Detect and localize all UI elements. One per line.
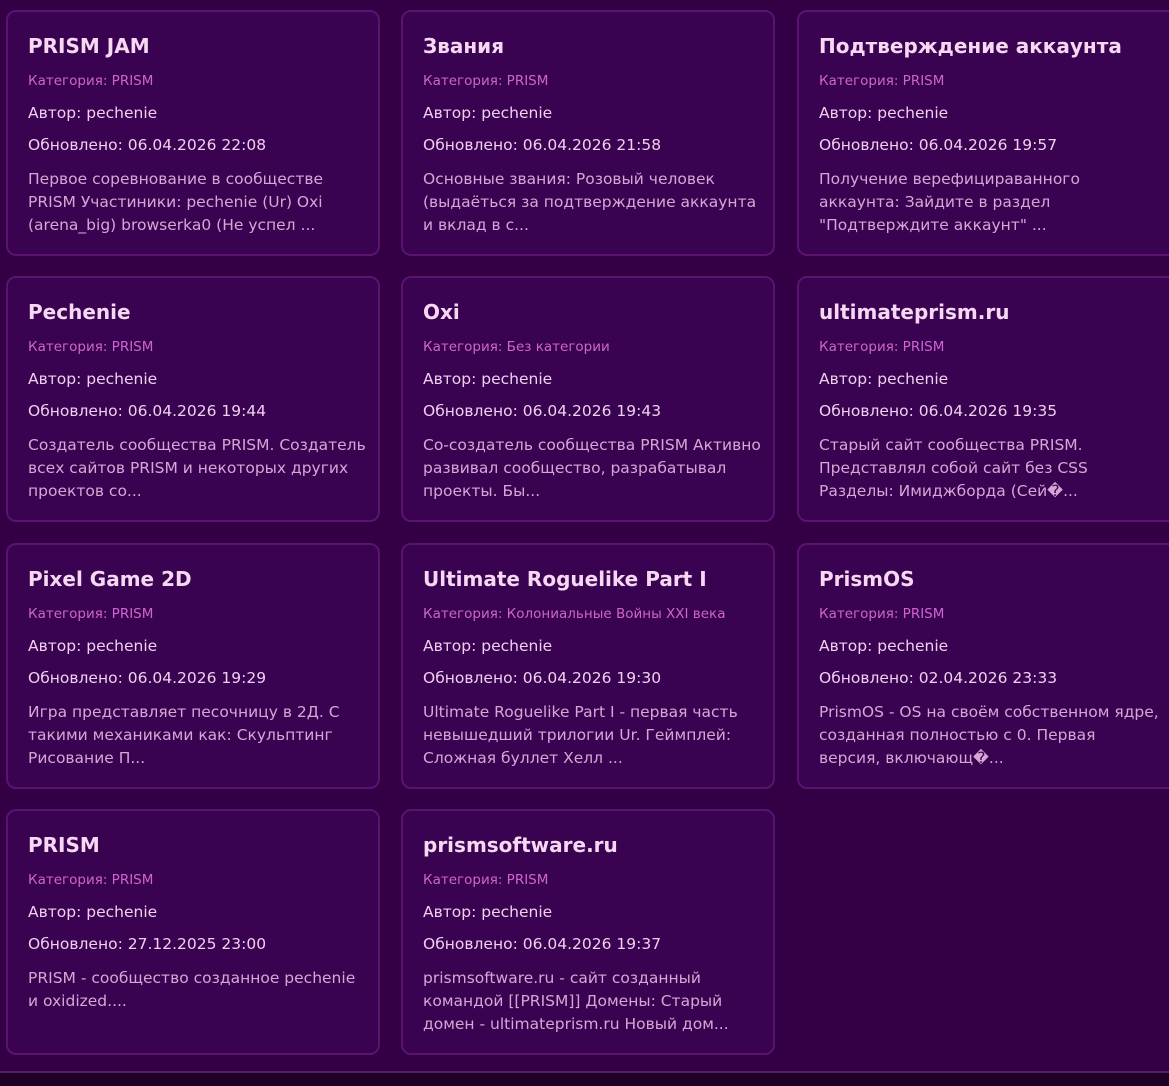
- card-updated: Обновлено: 02.04.2026 23:33: [819, 669, 1058, 687]
- card-updated: Обновлено: 06.04.2026 19:30: [423, 669, 662, 687]
- card-title[interactable]: Oxi: [423, 300, 460, 324]
- card-excerpt: Первое соревнование в сообществе PRISM Участиники: pechenie (Ur) Oxi (arena_big) browserka0 (Не успел ...: [28, 170, 324, 234]
- card-category: Категория: PRISM: [28, 339, 154, 355]
- article-card-prismos[interactable]: [797, 543, 1169, 789]
- card-updated: Обновлено: 06.04.2026 21:58: [423, 136, 662, 154]
- card-author: Автор: pechenie: [28, 637, 158, 655]
- card-category: Категория: PRISM: [819, 73, 945, 89]
- article-card-ultimate-roguelike[interactable]: [401, 543, 775, 789]
- article-card-oxi[interactable]: [401, 276, 775, 522]
- article-card-account-verification[interactable]: [797, 10, 1169, 256]
- card-category: Категория: Без категории: [423, 339, 610, 355]
- card-excerpt: Получение верефицираванного аккаунта: Зайдите в раздел "Подтверждите аккаунт" ...: [819, 170, 1080, 234]
- card-excerpt: Основные звания: Розовый человек (выдаёться за подтверждение аккаунта и вклад в с...: [423, 170, 757, 234]
- card-excerpt: prismsoftware.ru - сайт созданный командой [[PRISM]] Домены: Старый домен - ultimateprism.ru Новый дом...: [423, 969, 729, 1033]
- article-card-pixel-game-2d[interactable]: [6, 543, 380, 789]
- card-title[interactable]: PRISM: [28, 833, 100, 857]
- card-author: Автор: pechenie: [423, 903, 553, 921]
- card-author: Автор: pechenie: [819, 370, 949, 388]
- card-category: Категория: PRISM: [423, 872, 549, 888]
- card-title[interactable]: PrismOS: [819, 567, 915, 591]
- card-author: Автор: pechenie: [28, 104, 158, 122]
- card-author: Автор: pechenie: [423, 104, 553, 122]
- article-card-prism-jam[interactable]: [6, 10, 380, 256]
- card-author: Автор: pechenie: [28, 370, 158, 388]
- article-card-ultimateprism[interactable]: [797, 276, 1169, 522]
- card-excerpt: Игра представляет песочницу в 2Д. С такими механиками как: Скульптинг Рисование П...: [28, 703, 340, 767]
- card-category: Категория: PRISM: [819, 339, 945, 355]
- card-category: Категория: PRISM: [28, 872, 154, 888]
- card-updated: Обновлено: 27.12.2025 23:00: [28, 935, 267, 953]
- card-title[interactable]: Подтверждение аккаунта: [819, 34, 1122, 58]
- card-title[interactable]: Ultimate Roguelike Part I: [423, 567, 707, 591]
- card-excerpt: PrismOS - OS на своём собственном ядре, созданная полностью с 0. Первая версия, включающ�...: [819, 703, 1159, 767]
- card-updated: Обновлено: 06.04.2026 19:44: [28, 402, 267, 420]
- card-category: Категория: PRISM: [423, 73, 549, 89]
- card-updated: Обновлено: 06.04.2026 19:57: [819, 136, 1058, 154]
- article-card-prismsoftware[interactable]: [401, 809, 775, 1055]
- card-author: Автор: pechenie: [819, 637, 949, 655]
- card-author: Автор: pechenie: [423, 370, 553, 388]
- card-updated: Обновлено: 06.04.2026 22:08: [28, 136, 267, 154]
- article-card-zvaniya[interactable]: [401, 10, 775, 256]
- card-title[interactable]: Pixel Game 2D: [28, 567, 192, 591]
- article-card-pechenie[interactable]: [6, 276, 380, 522]
- card-category: Категория: PRISM: [28, 606, 154, 622]
- card-title[interactable]: prismsoftware.ru: [423, 833, 618, 857]
- card-updated: Обновлено: 06.04.2026 19:35: [819, 402, 1058, 420]
- card-category: Категория: PRISM: [28, 73, 154, 89]
- card-excerpt: Старый сайт сообщества PRISM. Представлял собой сайт без CSS Разделы: Имиджборда (Сей�...: [819, 436, 1088, 500]
- card-title[interactable]: Звания: [423, 34, 505, 58]
- card-excerpt: Со-создатель сообщества PRISM Активно развивал сообщество, разрабатывал проекты. Бы...: [423, 436, 761, 500]
- card-author: Автор: pechenie: [819, 104, 949, 122]
- card-excerpt: Ultimate Roguelike Part I - первая часть невышедший трилогии Ur. Геймплей: Сложная буллет Хелл ...: [423, 703, 738, 767]
- card-excerpt: PRISM - сообщество созданное pechenie и oxidized....: [28, 969, 356, 1010]
- card-author: Автор: pechenie: [423, 637, 553, 655]
- card-updated: Обновлено: 06.04.2026 19:29: [28, 669, 267, 687]
- card-author: Автор: pechenie: [28, 903, 158, 921]
- card-updated: Обновлено: 06.04.2026 19:43: [423, 402, 662, 420]
- card-excerpt: Создатель сообщества PRISM. Создатель всех сайтов PRISM и некоторых других проектов со...: [28, 436, 366, 500]
- card-title[interactable]: Pechenie: [28, 300, 131, 324]
- card-updated: Обновлено: 06.04.2026 19:37: [423, 935, 662, 953]
- card-title[interactable]: PRISM JAM: [28, 34, 150, 58]
- card-title[interactable]: ultimateprism.ru: [819, 300, 1010, 324]
- card-category: Категория: Колониальные Войны XXI века: [423, 606, 726, 622]
- card-category: Категория: PRISM: [819, 606, 945, 622]
- article-card-prism[interactable]: [6, 809, 380, 1055]
